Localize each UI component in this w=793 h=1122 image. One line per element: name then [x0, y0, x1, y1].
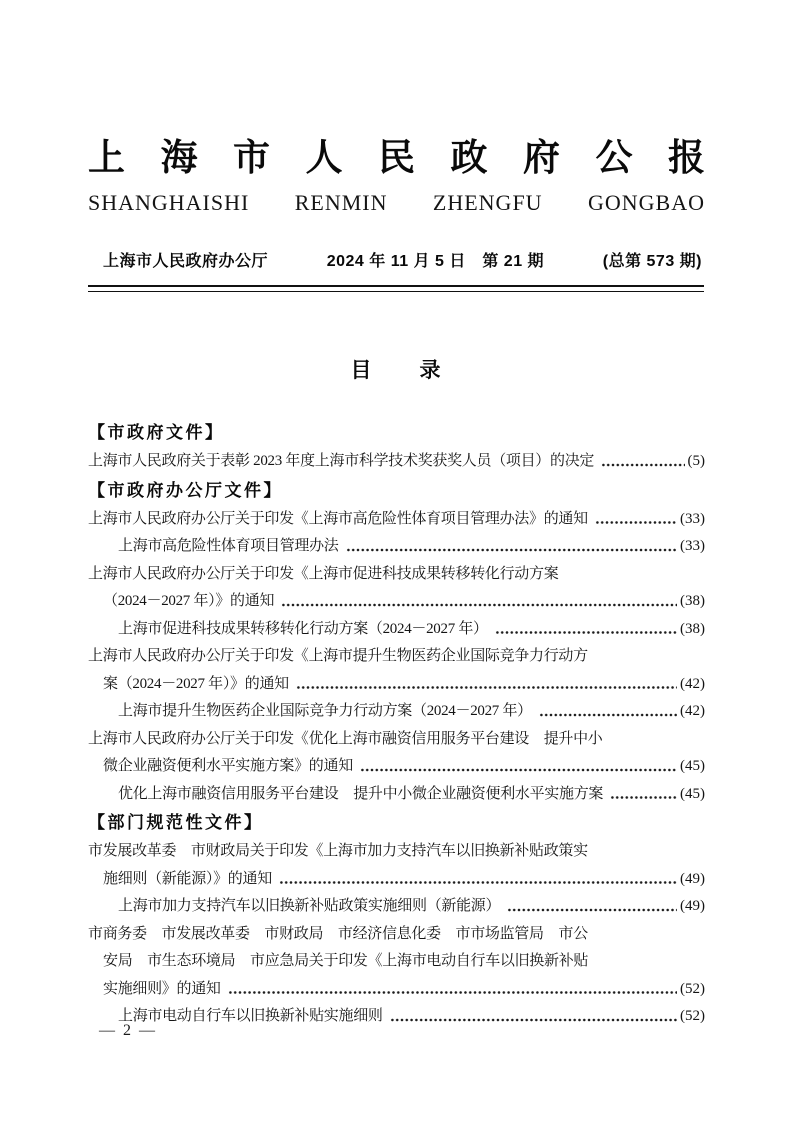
toc-entry-text: 上海市提升生物医药企业国际竞争力行动方案（2024－2027 年） — [118, 703, 532, 719]
pinyin-word: SHANGHAISHI — [88, 189, 250, 215]
toc-entry-text: 上海市人民政府办公厅关于印发《上海市提升生物医药企业国际竞争力行动方 — [88, 648, 588, 664]
toc-entry-text: （2024－2027 年）》的通知 — [103, 593, 275, 609]
toc-entry-text: 优化上海市融资信用服务平台建设 提升中小微企业融资便利水平实施方案 — [118, 785, 604, 802]
dot-leader — [610, 781, 677, 809]
dot-leader — [595, 506, 677, 534]
gazette-title — [88, 140, 705, 179]
toc-entry-line — [88, 781, 705, 809]
title-char: 报 — [668, 138, 705, 179]
toc-page-number: (45) — [680, 758, 705, 774]
toc-entry-text: 上海市人民政府关于表彰 2023 年度上海市科学技术奖获奖人员（项目）的决定 — [88, 453, 595, 469]
publisher-label: 上海市人民政府办公厅 — [103, 253, 269, 270]
toc-page-number: (38) — [680, 620, 705, 637]
toc-entry-line — [88, 1003, 705, 1031]
toc-entry-text: 上海市促进科技成果转移转化行动方案（2024－2027 年） — [118, 620, 488, 637]
title-char: 海 — [160, 138, 198, 179]
dot-leader — [296, 671, 677, 699]
gazette-title-pinyin — [88, 190, 705, 216]
toc-entry-text: 上海市人民政府办公厅关于印发《优化上海市融资信用服务平台建设 提升中小 — [88, 730, 603, 747]
toc-entry-text: 施细则（新能源）》的通知 — [103, 870, 272, 887]
dot-leader — [360, 753, 677, 781]
toc-entry-text: 上海市加力支持汽车以旧换新补贴政策实施细则（新能源） — [118, 898, 501, 914]
toc-entry-line — [88, 726, 705, 754]
toc-entry-text: 案（2024－2027 年）》的通知 — [103, 675, 289, 692]
title-char: 民 — [378, 138, 415, 179]
toc-entry-line — [88, 506, 705, 534]
toc-entry-line — [88, 533, 705, 561]
toc-page-number: (49) — [680, 870, 705, 887]
title-char: 政 — [450, 138, 488, 179]
toc-section-heading: 【市政府文件】 — [88, 423, 225, 442]
toc-list — [88, 418, 705, 1031]
toc-entry-text: 市发展改革委 市财政局关于印发《上海市加力支持汽车以旧换新补贴政策实 — [88, 843, 588, 859]
toc-entry-text: 市商务委 市发展改革委 市财政局 市经济信息化委 市市场监管局 市公 — [88, 925, 588, 942]
toc-page-number: (42) — [680, 675, 705, 692]
toc-page-number: (38) — [680, 593, 705, 609]
toc-entry-line — [88, 838, 705, 866]
toc-entry-line — [88, 588, 705, 616]
cumulative-issue-number: (总第 573 期) — [602, 253, 702, 270]
issue-date-number: 2024 年 11 月 5 日 第 21 期 — [326, 253, 545, 270]
toc-page-number: (49) — [680, 898, 705, 914]
title-char: 公 — [595, 138, 633, 179]
toc-entry-line — [88, 921, 705, 949]
toc-entry-line — [88, 893, 705, 921]
toc-entry-line — [88, 671, 705, 699]
title-char: 人 — [305, 138, 343, 179]
dot-leader — [390, 1003, 677, 1031]
pinyin-word: ZHENGFU — [432, 189, 543, 215]
masthead — [88, 140, 705, 216]
dot-leader — [279, 866, 677, 894]
dot-leader — [507, 893, 677, 921]
title-char: 上 — [88, 138, 125, 179]
toc-entry-text: 微企业融资便利水平实施方案》的通知 — [103, 758, 353, 774]
double-rule-divider — [88, 285, 704, 292]
toc-page-number: (52) — [680, 980, 705, 997]
toc-entry-line — [88, 561, 705, 589]
title-char: 市 — [233, 138, 270, 179]
dot-leader — [346, 533, 677, 561]
dot-leader — [495, 616, 677, 644]
dot-leader — [601, 448, 684, 476]
toc-entry-line — [88, 866, 705, 894]
toc-page-number: (33) — [680, 510, 705, 527]
toc-page-number: (33) — [680, 538, 705, 554]
page-number: — 2 — — [99, 1022, 157, 1039]
toc-entry-line — [88, 616, 705, 644]
dot-leader — [539, 698, 677, 726]
toc-page-number: (45) — [680, 785, 705, 802]
toc-entry-line — [88, 976, 705, 1004]
toc-entry-text: 实施细则》的通知 — [103, 980, 221, 997]
dot-leader — [228, 976, 677, 1004]
toc-entry-line — [88, 698, 705, 726]
toc-entry-text: 上海市人民政府办公厅关于印发《上海市高危险性体育项目管理办法》的通知 — [88, 510, 588, 527]
toc-page-number: (5) — [687, 453, 705, 469]
toc-entry-text: 上海市电动自行车以旧换新补贴实施细则 — [118, 1008, 383, 1024]
title-char: 府 — [523, 138, 560, 179]
toc-section-heading: 【市政府办公厅文件】 — [88, 480, 283, 500]
toc-entry-line — [88, 643, 705, 671]
toc-entry-line — [88, 948, 705, 976]
toc-page-number: (42) — [680, 703, 705, 719]
toc-section-heading: 【部门规范性文件】 — [88, 813, 264, 832]
page-footer — [99, 1021, 157, 1041]
toc-entry-text: 安局 市生态环境局 市应急局关于印发《上海市电动自行车以旧换新补贴 — [103, 953, 589, 969]
toc-title: 目 录 — [350, 358, 443, 382]
toc-entry-text: 上海市高危险性体育项目管理办法 — [118, 538, 339, 554]
toc-entry-text: 上海市人民政府办公厅关于印发《上海市促进科技成果转移转化行动方案 — [88, 565, 559, 582]
toc-entry-line — [88, 753, 705, 781]
pinyin-word: RENMIN — [294, 189, 388, 215]
pinyin-word: GONGBAO — [587, 189, 705, 215]
issue-bar — [88, 248, 705, 271]
toc-entry-line — [88, 448, 705, 476]
toc-page-number: (52) — [680, 1008, 705, 1024]
dot-leader — [281, 588, 677, 616]
